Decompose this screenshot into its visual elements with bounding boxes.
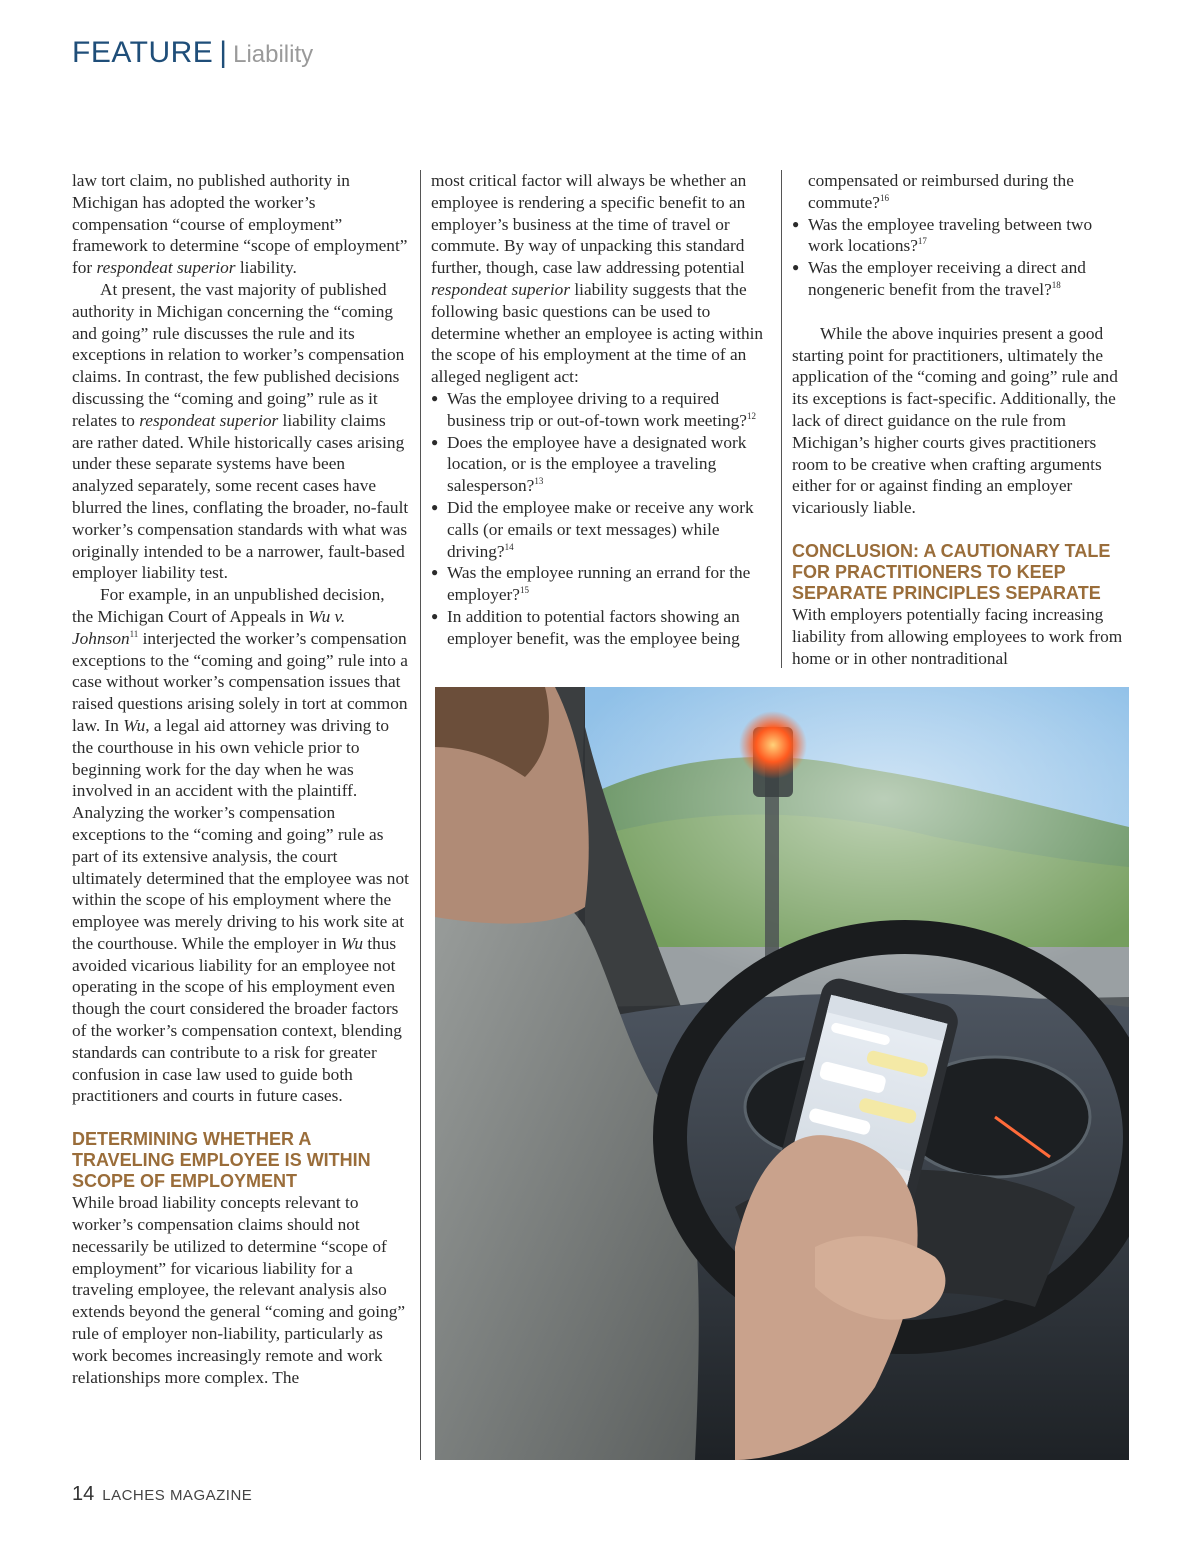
list-item: ● In addition to potential factors showing an employer benefit, was the employee being bbox=[431, 606, 771, 650]
page-number: 14 bbox=[72, 1483, 95, 1505]
list-item-continued: compensated or reimbursed during the commute?$^{16}$ bbox=[808, 171, 1074, 212]
paragraph: With employers potentially facing increasing liability from allowing employees to work from home or in other nontraditional bbox=[792, 604, 1123, 668]
list-item: ● Was the employer receiving a direct and nongeneric benefit from the travel?$^{18}$ bbox=[792, 257, 1130, 301]
list-item: ● Did the employee make or receive any work calls (or emails or text messages) while driving?$^{14}$ bbox=[431, 497, 771, 562]
list-item: ● Does the employee have a designated work location, or is the employee a traveling salesperson?$^{13}$ bbox=[431, 432, 771, 497]
page-header bbox=[72, 36, 313, 70]
photo-illustration bbox=[435, 687, 1129, 1460]
driver-texting-photo bbox=[435, 687, 1129, 1460]
section-heading: CONCLUSION: A CAUTIONARY TALE FOR PRACTITIONERS TO KEEP SEPARATE PRINCIPLES SEPARATE bbox=[792, 540, 1111, 603]
question-list bbox=[431, 388, 771, 650]
header-separator: | bbox=[219, 36, 228, 69]
feature-label: FEATURE bbox=[72, 36, 214, 69]
article-column-1 bbox=[72, 170, 410, 1388]
column-rule-right bbox=[781, 170, 782, 668]
paragraph: For example, in an unpublished decision, the Michigan Court of Appeals in Wu v. Johnson$^{11}$ interjected the worker’s compensation exceptions to the “coming and going” rule into a case without worker’s compensation issues that raised questions arising solely in tort at common law. In Wu, a legal aid attorney was driving to the courthouse in his own vehicle prior to beginning work for the day when he was involved in an accident with the plaintiff. Analyzing the worker’s compensation exceptions to the “coming and going” rule as part of its extensive analysis, the court ultimately determined that the employee was not within the scope of his employment where the employee was merely driving to his work site at the courthouse. While the employer in Wu thus avoided vicarious liability for an employee not operating in the scope of his employment even though the court considered the broader factors of the worker’s compensation context, blending standards can contribute to a risk for greater confusion in case law used to guide both practitioners and courts in future cases. bbox=[72, 585, 409, 1106]
list-item: ● Was the employee driving to a required business trip or out-of-town work meeting?$^{12}$ bbox=[431, 388, 771, 432]
article-column-3 bbox=[792, 170, 1130, 669]
section-heading: DETERMINING WHETHER A TRAVELING EMPLOYEE IS WITHIN SCOPE OF EMPLOYMENT bbox=[72, 1129, 371, 1192]
column-rule-left bbox=[420, 170, 421, 1460]
list-item: ● Was the employee traveling between two work locations?$^{17}$ bbox=[792, 214, 1130, 258]
paragraph: While the above inquiries present a good starting point for practitioners, ultimately the application of the “coming and going” rule and its exceptions is fact-specific. Additionally, the lack of direct guidance on the rule from Michigan’s higher courts gives practitioners room to be creative when crafting arguments either for or against finding an employer vicariously liable. bbox=[792, 323, 1118, 518]
paragraph: At present, the vast majority of published authority in Michigan concerning the “coming and going” rule discusses the rule and its exceptions in relation to worker’s compensation claims. In contrast, the few published decisions discussing the “coming and going” rule as it relates to respondeat superior liability claims are rather dated. While historically cases arising under these separate systems have been analyzed separately, some recent cases have blurred the lines, conflating the broader, no-fault worker’s compensation standards with what was originally intended to be a narrower, fault-based employer liability test. bbox=[72, 279, 409, 583]
article-column-2 bbox=[431, 170, 771, 650]
page-footer bbox=[72, 1483, 252, 1506]
paragraph: most critical factor will always be whether an employee is rendering a specific benefit to an employer’s business at the time of travel or commute. By way of unpacking this standard further, though, case law addressing potential respondeat superior liability suggests that the following basic questions can be used to determine whether an employee is acting within the scope of his employment at the time of an alleged negligent act: bbox=[431, 171, 764, 387]
section-label: Liability bbox=[233, 41, 314, 68]
magazine-name: LACHES MAGAZINE bbox=[102, 1487, 253, 1504]
list-item: ● Was the employee running an errand for the employer?$^{15}$ bbox=[431, 562, 771, 606]
question-list-continued bbox=[792, 170, 1130, 301]
paragraph: While broad liability concepts relevant to worker’s compensation claims should not necessarily be utilized to determine “scope of employment” for vicarious liability for a traveling employee, the relevant analysis also extends beyond the general “coming and going” rule of employer non-liability, particularly as work becomes increasingly remote and work relationships more complex. The bbox=[72, 1193, 406, 1387]
red-light bbox=[739, 711, 807, 779]
paragraph: law tort claim, no published authority in Michigan has adopted the worker’s compensation “course of employment” framework to determine “scope of employment” for respondeat superior liability. bbox=[72, 171, 408, 278]
